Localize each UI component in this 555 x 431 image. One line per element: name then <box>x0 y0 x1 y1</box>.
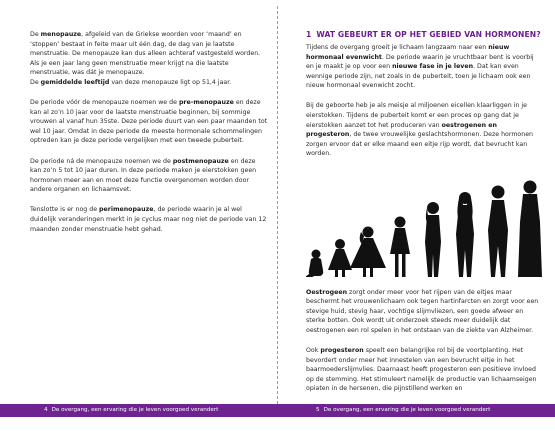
young-girl-silhouette <box>390 216 410 277</box>
paragraph-hormonaal-evenwicht: Tijdens de overgang groeit je lichaam langzaam naar een nieuw hormonaal evenwicht. De periode waarin je vruchtbaar bent is voorbij en je maakt je op voor een nieuwe fase in je leven. Dat kan even wennige periode zijn, net zoals in de puberteit, toen je lichaam ook een nieuw hormonaal evenwicht zocht. <box>306 44 534 90</box>
paragraph-perimenopauze: Tenslotte is er nog de perimenopauze, de periode waarin je al wel duidelijk veranderingen merkt in je cyclus maar nog niet de periode van 12 maanden zonder menstruatie hebt gehad. <box>30 206 267 233</box>
girl-silhouette <box>350 226 386 277</box>
page-number-right: 5 <box>316 407 320 413</box>
paragraph-oestrogeen: Oestrogeen zorgt onder meer voor het rijpen van de eitjes maar beschermt het vrouwenlichaam ook tegen hartinfarcten en zorgt voor een stevige huid, stevig haar, vochtige slijmvliezen, een goede afweer en sterke botten. Ook wordt uit onderzoek steeds meer duidelijk dat oestrogenen een rol spelen in het ontstaan van de ziekte van Alzheimer. <box>306 288 539 334</box>
right-page-text <box>306 30 542 404</box>
paragraph-progesteron: Ook progesteron speelt een belangrijke rol bij de voortplanting. Het bevordert onder meer het innestelen van een bevrucht eitje in het baarmoederslijmvlies. Daarnaast heeft progesteron een positieve invloed op de stemming. Het stimuleert namelijk de productie van lichaamseigen opiaten in de hersenen, die pijnstillend werken en <box>306 347 537 393</box>
left-page <box>0 0 277 404</box>
section-number: 1 <box>306 30 312 39</box>
paragraph-pre-menopauze: De periode vóór de menopauze noemen we de pre-menopauze en deze kan al zo’n 10 jaar voor de laatste menstruatie beginnen, bij sommige vrouwen al vanaf hun 35ste. Deze periode duurt van een paar maanden tot wel 10 jaar. Omdat in deze periode de meeste hormonale schommelingen optreden kan je deze periode vergelijken met een tweede puberteit. <box>30 99 268 145</box>
footer-right <box>316 404 490 417</box>
paragraph-postmenopauze: De periode ná de menopauze noemen we de postmenopauze en deze kan zo’n 5 tot 10 jaar duren. In deze periode maken je eierstokken geen hormonen meer aan en moet deze functie overgenomen worden door andere organen en lichaamsvet. <box>30 157 257 194</box>
toddler-silhouette <box>328 239 352 277</box>
paragraph-geboorte: Bij de geboorte heb je als meisje al miljoenen eicellen klaarliggen in je eierstokken. Tijdens de puberteit komt er een proces op gang dat je eierstokken aanzet tot het produceren van oestrogenen en progesteron, de twee vrouwelijke geslachtshormonen. Deze hormonen zorgen ervoor dat er elke maand een eitje rijp wordt, dat bevrucht kan worden. <box>306 102 533 158</box>
teenager-silhouette <box>425 202 441 277</box>
footer-right-text: De overgang, een ervaring die je leven voorgoed verandert <box>323 407 491 413</box>
footer-bar <box>0 404 555 417</box>
footer-left <box>44 404 218 417</box>
silhouette-row <box>306 170 542 278</box>
right-page <box>278 0 555 404</box>
female-life-stages-illustration <box>306 170 542 278</box>
left-page-text <box>30 30 268 245</box>
baby-silhouette <box>306 249 323 277</box>
mature-woman-silhouette <box>518 180 542 277</box>
woman-silhouette <box>488 185 508 277</box>
paragraph-menopauze: De menopauze, afgeleid van de Griekse woorden voor ‘maand’ en ‘stoppen’ bestaat in feite maar uit één dag, de dag van je laatste menstruatie. De menopauze kan dus alleen achteraf vastgesteld worden. Als je een jaar lang geen menstruatie meer krijgt na die laatste menstruatie, was dát je menopauze. De gemiddelde leeftijd van deze menopauze ligt op 51,4 jaar. <box>30 31 261 86</box>
section-heading <box>306 30 542 40</box>
young-woman-silhouette <box>456 192 474 277</box>
page-number-left: 4 <box>44 407 48 413</box>
section-title: WAT GEBEURT ER OP HET GEBIED VAN HORMONEN? <box>316 30 541 39</box>
footer-left-text: De overgang, een ervaring die je leven voorgoed verandert <box>51 407 219 413</box>
